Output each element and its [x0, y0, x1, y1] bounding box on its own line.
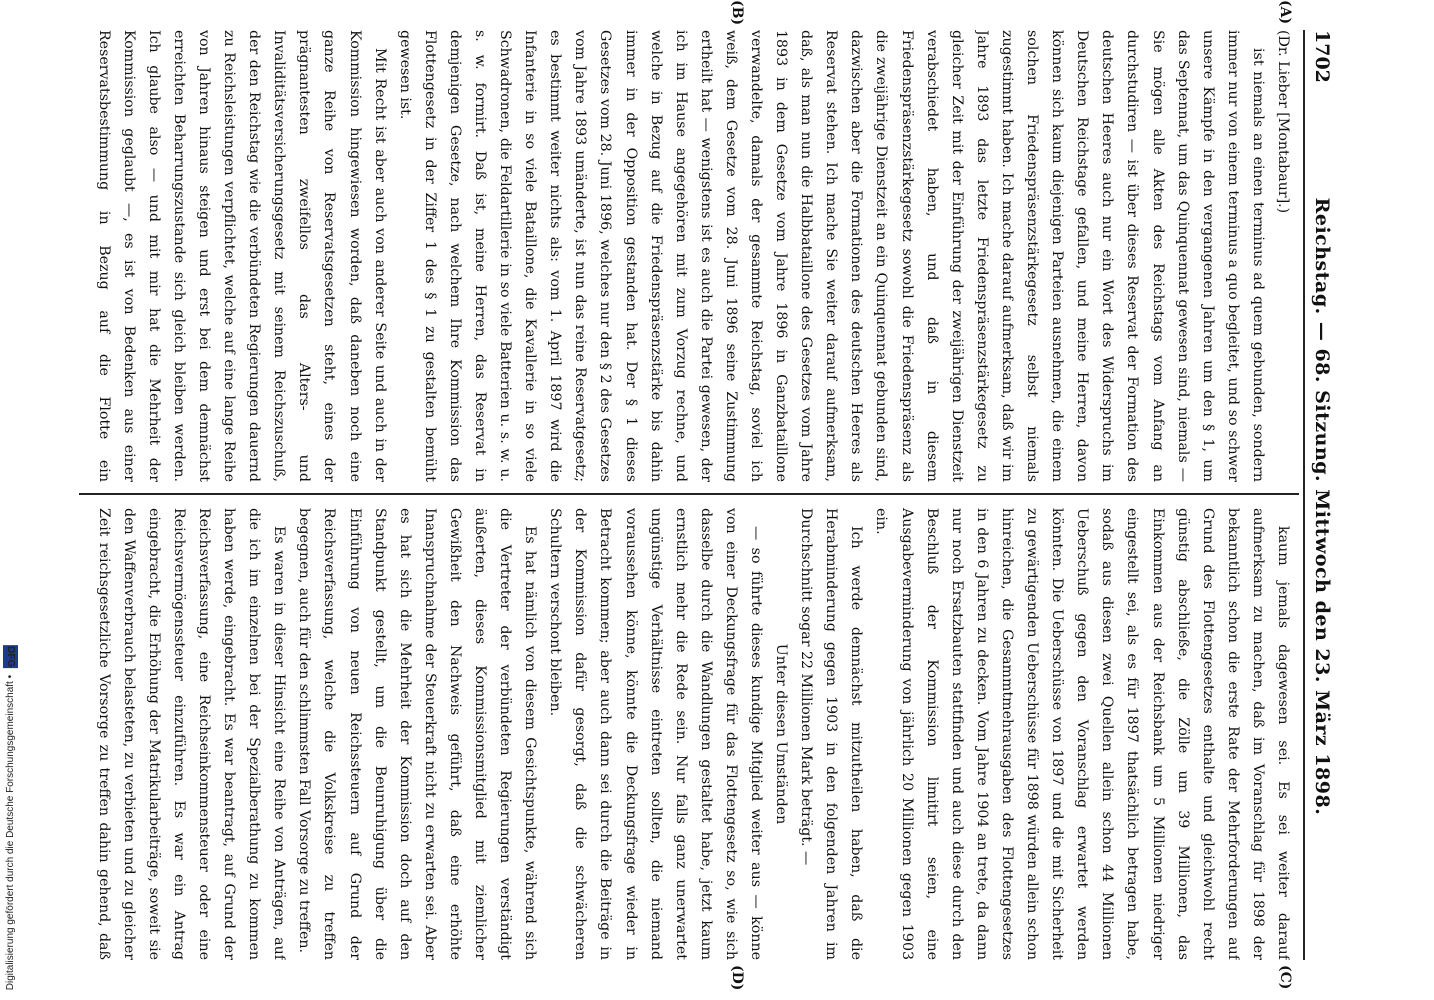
margin-letter-c: (C): [1277, 965, 1293, 990]
header-rule: [1303, 30, 1305, 960]
paragraph: ist niemals an einen terminus ad quem gebunden, sondern immer nur von einem terminus a quo begleitet, und so schwer unsere Kämpfe in den vergangenen Jahren um den § 1, um das Septennat, um das Quinquennat gewesen sind, niemals — Sie mögen alle Akten des Reichstags vom Anfang an durchstudiren — ist über dieses Reservat der Formation des deutschen Heeres auch nur ein Wort des Widerspruchs im Deutschen Reichstage gefallen, und meine Herren, davon können sich kaum diejenigen Parteien ausnehmen, die einem solchen Friedenspräsenzstärkegesetz selbst niemals zugestimmt haben. Ich mache darauf aufmerksam, daß wir im Jahre 1893 das letzte Friedenspräsenzstärkegesetz zu gleicher Zeit mit der Einführung der zweijährigen Dienstzeit verabschiedet haben, und daß in diesem Friedenspräsenzstärkegesetz sowohl die Friedenspräsenz als die zweijährige Dienstzeit an ein Quinquennat gebunden sind, dazwischen aber die Formationen des deutschen Heeres als Reservat stehen. Ich mache Sie weiter darauf aufmerksam, daß, als man nun die Halbbataillone des Gesetzes vom Jahre 1893 in dem Gesetze vom Jahre 1896 in Ganzbataillone verwandelte, damals der gesammte Reichstag, soviel ich weiß, dem Gesetze vom 28. Juni 1896 seine Zustimmung ertheilt hat — wenigstens ist es auch die Partei gewesen, der ich im Hause angegehören mit zum Vorzug rechne, und welche in Bezug auf die Friedenspräsenzstärke bis dahin immer in der Opposition gestanden hat. Der § 1 dieses Gesetzes vom 28. Juni 1896, welches nur den § 2 des Gesetzes vom Jahre 1893 umänderte, ist nun das reine Reservatgesetz; es bestimmt weiter nichts als: vom 1. April 1897 wird die Infanterie in so viele Bataillone, die Kavallerie in so viele Schwadronen, die Feldartillerie in so viele Batterien u. s. w. u. s. w. formirt. Daß ist, meine Herren, das Reservat in demjenigen Gesetze, nach welchem Ihre Kommission das Flottengesetz in der Ziffer 1 des § 1 zu gestalten bemüht gewesen ist.: [396, 30, 1266, 482]
speaker-label: (Dr. Lieber [Montabaur].): [1275, 30, 1291, 214]
paragraph: — so führte dieses kundige Mitglied weiter aus — könne von einer Deckungsfrage für das Flottengesetz so, wie sich dasselbe durch die Wandlungen gestaltet habe, jetzt kaum ernstlich mehr die Rede sein. Nur falls ganz unerwartet ungünstige Verhältnisse eintreten sollten, die niemand voraussehen könne, könnte die Deckungsfrage wieder in Betracht kommen; aber auch dann sei durch die Beiträge in der Kommission dafür gesorgt, daß die schwächeren Schultern verschont bleiben.: [547, 508, 765, 960]
page-title: Reichstag. — 68. Sitzung. Mittwoch den 23. März 1898.: [1311, 197, 1333, 816]
page-header: [1311, 30, 1345, 960]
paragraph: Es hat nämlich von diesem Gesichtspunkte, während sich die Vertreter der verbündeten Regierungen verständigt äußerten, dieses Kommissionsmitglied mit ziemlicher Gewißheit den Nachweis geführt, daß eine erhöhte Inanspruchnahme der Steuerkraft nicht zu erwarten sei. Aber es hat sich die Mehrheit der Kommission doch auf den Standpunkt gestellt, um die Beunruhigung über die Einführung von neuen Reichssteuern auf Grund der Reichsverfassung, welche die Volkskreise zu treffen begegnen, auch für den schlimmsten Fall Vorsorge zu treffen.: [296, 508, 539, 960]
paragraph: Unter diesen Umständen: [773, 643, 790, 825]
paragraph: Es waren in dieser Hinsicht eine Reihe von Anträgen, auf die ich im einzelnen bei der Spezialberathung zu kommen haben werde, eingebracht. Es war beantragt, auf Grund der Reichsverfassung, eine Reichseinkommensteuer oder eine Reichsvermögenssteuer einzuführen. Es war ein Antrag eingebracht, die Erhöhung der Matrikularbeiträge, soweit sie den Waffenverbrauch belasteten, zu verbieten und zu gleicher Zeit reichsgesetzliche Vorsorge zu treffen dahin gehend, daß: [95, 508, 288, 960]
rotated-document-page: [75, 0, 1345, 991]
margin-letter-a: (A): [1277, 0, 1293, 25]
watermark-text: Digitalisierung gefördert durch die Deutsche Forschungsgemeinschaft •: [4, 674, 16, 990]
dfg-logo: DFG: [4, 645, 16, 667]
margin-letter-d: (D): [729, 965, 745, 991]
right-column: [85, 508, 1295, 960]
column-divider: [79, 493, 1299, 495]
paragraph: Ich werde demnächst mitzutheilen haben, daß die Herabminderung gegen 1903 in den folgenden Jahren im Durchschnitt sogar 22 Millionen Mark beträgt. —: [798, 508, 865, 960]
left-column: [85, 30, 1295, 482]
page-number: 1702: [1311, 30, 1333, 83]
digitization-watermark: [1, 10, 19, 990]
margin-letter-b: (B): [729, 0, 745, 26]
paragraph: Mit Recht ist aber auch von anderer Seite und auch in der Kommission hingewiesen worden, daß daneben noch eine ganze Reihe von Reservatsgesetzen steht, eines der prägnantesten zweifellos das Alters- und Invaliditätsversicherungsgesetz mit seinem Reichszuschuß, der den Reichstag wie die verbündeten Regierungen dauernd zu Reichsleistungen verpflichtet, welche auf eine lange Reihe von Jahren hinaus steigen und erst bei dem demnächst erreichten Beharrungszustande sich gleich bleiben werden. Ich glaube also — und mit mir hat die Mehrheit der Kommission geglaubt —, es ist von Bedenken aus einer Reservatsbestimmung in Bezug auf die Flotte ein: [95, 30, 388, 482]
paragraph: kaum jemals dagewesen sei. Es sei weiter darauf aufmerksam zu machen, daß im Voranschlag für 1898 der bekanntlich schon die erste Rate der Mehrforderungen auf Grund des Flottengesetzes enthalte und gleichwohl recht günstig abschließe, die Zölle um 39 Millionen, das Einkommen aus der Reichsbank um 5 Millionen niedriger eingestellt sei, als es für 1897 thatsächlich betragen habe, sodaß aus diesen zwei Quellen allein schon 44 Millionen Ueberschuß gegen den Voranschlag erwartet werden könnten. Die Ueberschüsse von 1897 und die mit Sicherheit zu gewärtigenden Ueberschüsse für 1898 würden allein schon hinreichen, die Gesammtmehrausgaben des Flottengesetzes in den 6 Jahren zu decken. Vom Jahre 1904 an trete, da dann nur noch Ersatzbauten stattfinden und auch diese durch den Beschluß der Kommission limitirt seien, eine Ausgabeverminderung von jährlich 20 Millionen gegen 1903 ein.: [873, 508, 1291, 960]
